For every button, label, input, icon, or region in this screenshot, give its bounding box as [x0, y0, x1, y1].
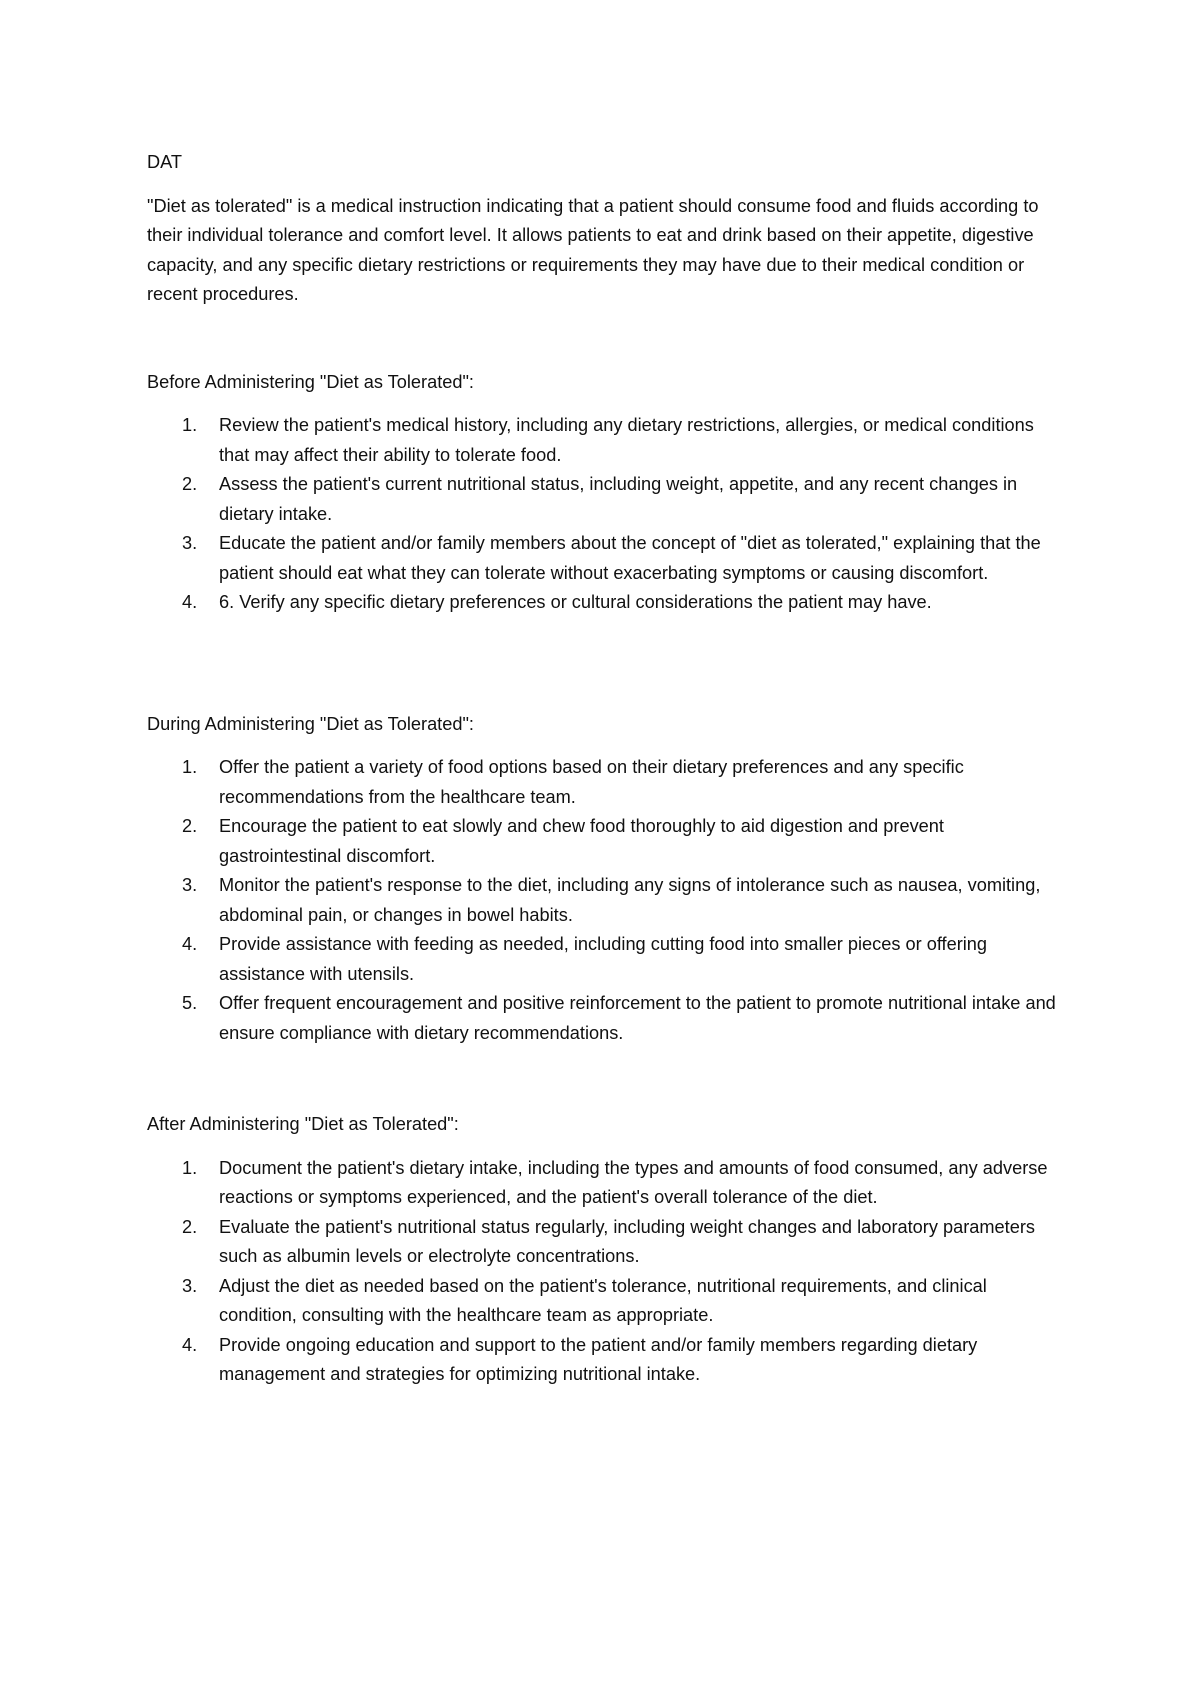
steps-list: [147, 753, 1067, 1048]
list-item-text: 6. Verify any specific dietary preferences or cultural considerations the patient may have.: [219, 592, 932, 612]
list-item-number: 5.: [182, 993, 198, 1013]
list-item-number: 1.: [182, 757, 198, 777]
list-item-text: Offer frequent encouragement and positive reinforcement to the patient to promote nutritional intake and ensure compliance with dietary recommendations.: [219, 993, 1056, 1043]
list-item-number: 3.: [182, 1275, 198, 1296]
list-item-number: 2.: [182, 816, 198, 836]
list-item-number: 2.: [182, 474, 198, 494]
list-item-number: 4.: [182, 592, 198, 612]
list-item-text: Evaluate the patient's nutritional status regularly, including weight changes and laboratory parameters such as albumin levels or electrolyte concentrations.: [219, 1216, 1035, 1266]
list-item: [147, 1154, 1067, 1213]
list-item-text: Document the patient's dietary intake, including the types and amounts of food consumed, any adverse reactions or symptoms experienced, and the patient's overall tolerance of the diet.: [219, 1157, 1048, 1207]
list-item-text: Provide assistance with feeding as needed, including cutting food into smaller pieces or offering assistance with utensils.: [219, 934, 988, 984]
list-item-number: 1.: [182, 415, 198, 435]
document-title: DAT: [147, 152, 183, 172]
section-heading: After Administering "Diet as Tolerated":: [147, 1114, 459, 1134]
list-item: [147, 753, 1067, 812]
intro-paragraph: "Diet as tolerated" is a medical instruction indicating that a patient should consume food and fluids according to their individual tolerance and comfort level. It allows patients to eat and drink based on their appetite, digestive capacity, and any specific dietary restrictions or requirements they may have due to their medical condition or recent procedures.: [147, 195, 1039, 304]
list-item-number: 3.: [182, 875, 198, 895]
steps-list: [147, 1154, 1067, 1390]
list-item-number: 3.: [182, 533, 198, 553]
list-item: [147, 871, 1067, 930]
section-after: [147, 1110, 1067, 1390]
list-item: [147, 470, 1067, 529]
document-page: [147, 148, 1067, 1390]
list-item-number: 2.: [182, 1216, 198, 1237]
list-item: [147, 989, 1067, 1048]
list-item: [147, 1331, 1067, 1390]
list-item-number: 4.: [182, 1334, 198, 1355]
list-item: [147, 812, 1067, 871]
list-item-text: Monitor the patient's response to the diet, including any signs of intolerance such as nausea, vomiting, abdominal pain, or changes in bowel habits.: [219, 875, 1041, 925]
list-item: [147, 1213, 1067, 1272]
list-item-text: Educate the patient and/or family members about the concept of "diet as tolerated," explaining that the patient should eat what they can tolerate without exacerbating symptoms or causing discomfort.: [219, 533, 1041, 583]
list-item: [147, 588, 1067, 618]
list-item-number: 1.: [182, 1157, 198, 1178]
section-heading: Before Administering "Diet as Tolerated":: [147, 371, 474, 392]
list-item-text: Encourage the patient to eat slowly and chew food thoroughly to aid digestion and prevent gastrointestinal discomfort.: [219, 816, 944, 866]
section-heading: During Administering "Diet as Tolerated":: [147, 713, 474, 734]
list-item-text: Offer the patient a variety of food options based on their dietary preferences and any specific recommendations from the healthcare team.: [219, 757, 964, 807]
list-item-number: 4.: [182, 934, 198, 954]
list-item: [147, 930, 1067, 989]
steps-list: [147, 411, 1067, 618]
list-item-text: Assess the patient's current nutritional status, including weight, appetite, and any recent changes in dietary intake.: [219, 474, 1018, 524]
list-item-text: Provide ongoing education and support to the patient and/or family members regarding dietary management and strategies for optimizing nutritional intake.: [219, 1334, 978, 1384]
list-item-text: Review the patient's medical history, including any dietary restrictions, allergies, or medical conditions that may affect their ability to tolerate food.: [219, 415, 1034, 465]
list-item: [147, 1272, 1067, 1331]
section-during: [147, 710, 1067, 1049]
list-item-text: Adjust the diet as needed based on the patient's tolerance, nutritional requirements, and clinical condition, consulting with the healthcare team as appropriate.: [219, 1275, 987, 1325]
list-item: [147, 411, 1067, 470]
list-item: [147, 529, 1067, 588]
section-before: [147, 368, 1067, 618]
